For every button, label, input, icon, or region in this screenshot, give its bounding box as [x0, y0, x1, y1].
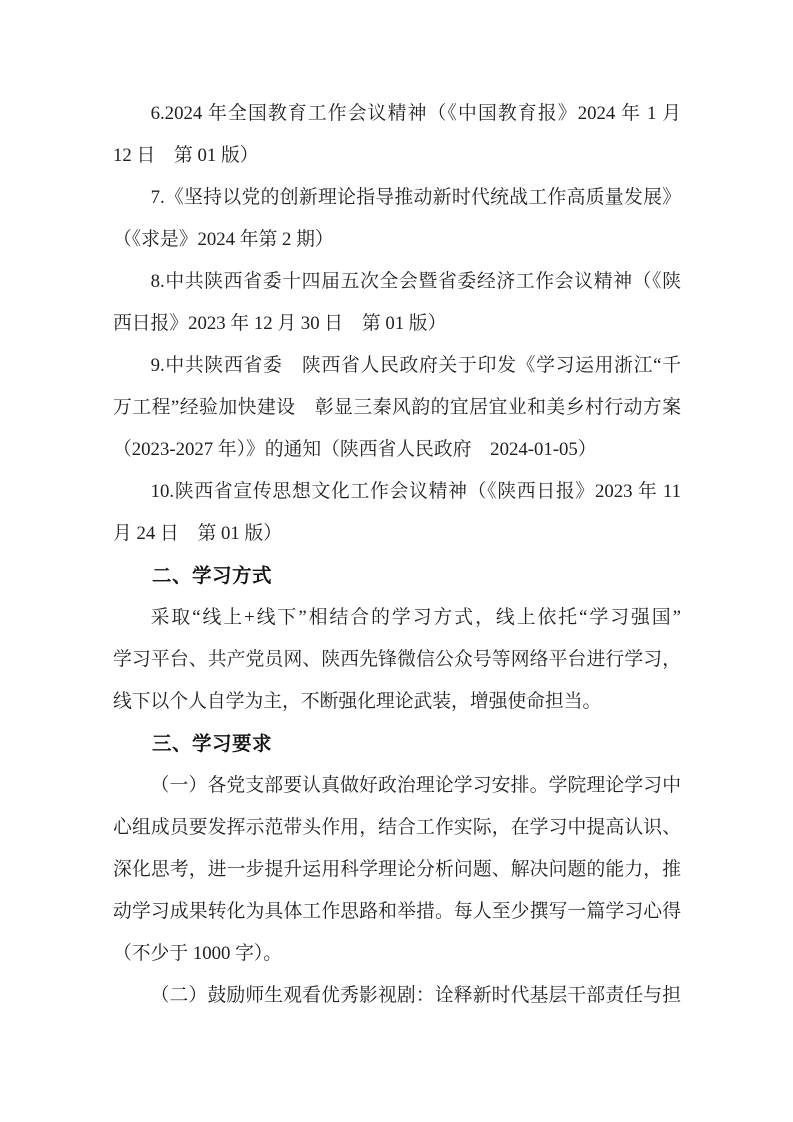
- requirement-1-line-1: （一）各党支部要认真做好政治理论学习安排。学院理论学习中: [150, 775, 681, 796]
- reading-item-10: [113, 471, 681, 555]
- reading-item-10-line-2: 月 24 日 第 01 版）: [113, 523, 283, 544]
- study-method-paragraph: [113, 597, 681, 723]
- reading-item-9-line-1: 9.中共陕西省委 陕西省人民政府关于印发《学习运用浙江“千: [150, 355, 681, 376]
- reading-item-8: [113, 261, 681, 345]
- reading-item-7: [113, 177, 681, 261]
- requirement-1-line-5: （不少于 1000 字）。: [113, 943, 283, 964]
- study-method-line-3: 线下以个人自学为主，不断强化理论武装，增强使命担当。: [113, 691, 602, 712]
- requirement-1-line-3: 深化思考，进一步提升运用科学理论分析问题、解决问题的能力，推: [113, 859, 681, 880]
- reading-item-7-line-2: （《求是》2024 年第 2 期）: [113, 229, 334, 250]
- section-heading-study-requirements-text: 三、学习要求: [152, 733, 273, 755]
- reading-item-9-line-2: 万工程”经验加快建设 彰显三秦风韵的宜居宜业和美乡村行动方案: [113, 397, 681, 418]
- requirement-paragraph-1: [113, 765, 681, 975]
- requirement-1-line-2: 心组成员要发挥示范带头作用，结合工作实际，在学习中提高认识、: [113, 817, 681, 838]
- document-body: [113, 93, 681, 1017]
- study-method-line-2: 学习平台、共产党员网、陕西先锋微信公众号等网络平台进行学习，: [113, 649, 681, 670]
- reading-item-9: [113, 345, 681, 471]
- study-method-line-1: 采取“线上+线下”相结合的学习方式，线上依托“学习强国”: [150, 607, 681, 628]
- reading-item-7-line-1: 7.《坚持以党的创新理论指导推动新时代统战工作高质量发展》: [150, 187, 681, 208]
- reading-item-6-line-2: 12 日 第 01 版）: [113, 145, 259, 166]
- requirement-paragraph-2: [113, 975, 681, 1017]
- section-heading-study-method: [113, 555, 681, 597]
- reading-item-6: [113, 93, 681, 177]
- reading-item-6-line-1: 6.2024 年全国教育工作会议精神（《中国教育报》2024 年 1 月: [150, 103, 681, 124]
- reading-item-8-line-1: 8.中共陕西省委十四届五次全会暨省委经济工作会议精神（《陕: [150, 271, 681, 292]
- requirement-1-line-4: 动学习成果转化为具体工作思路和举措。每人至少撰写一篇学习心得: [113, 901, 681, 922]
- reading-item-9-line-3: （2023-2027 年）》的通知（陕西省人民政府 2024-01-05）: [113, 439, 597, 460]
- reading-item-8-line-2: 西日报》2023 年 12 月 30 日 第 01 版）: [113, 313, 447, 334]
- section-heading-study-requirements: [113, 723, 681, 765]
- reading-item-10-line-1: 10.陕西省宣传思想文化工作会议精神（《陕西日报》2023 年 11: [150, 481, 681, 502]
- section-heading-study-method-text: 二、学习方式: [152, 565, 273, 587]
- requirement-2-line-1: （二）鼓励师生观看优秀影视剧：诠释新时代基层干部责任与担: [150, 985, 681, 1006]
